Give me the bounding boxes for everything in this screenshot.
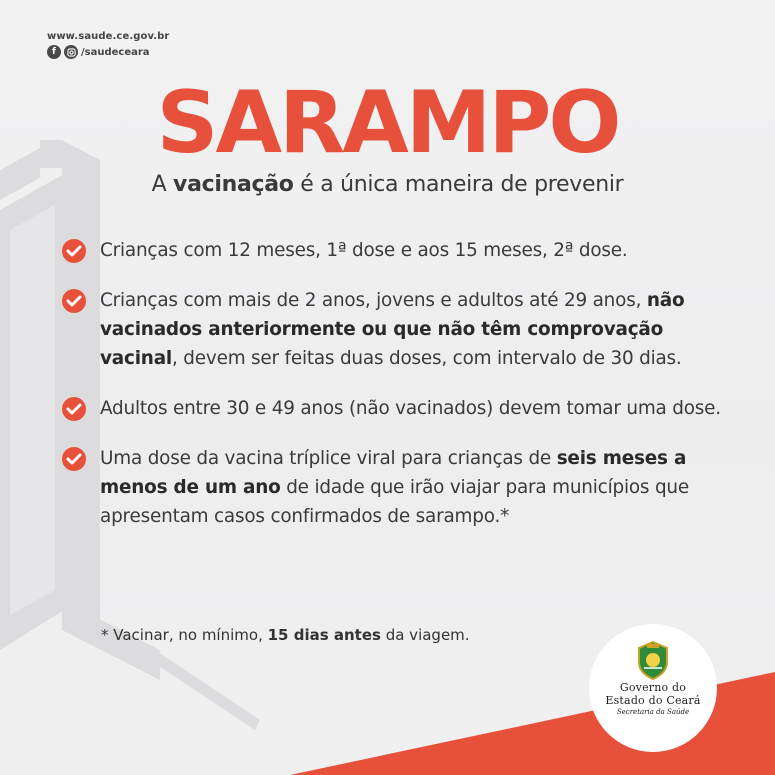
instagram-icon[interactable] [64, 45, 78, 59]
note-part1: * Vacinar, no mínimo, [101, 626, 268, 644]
government-logo [589, 681, 717, 716]
page-subtitle [0, 172, 775, 197]
subtitle-part2: é a única maneira de prevenir [293, 172, 624, 197]
state-seal-icon [635, 640, 671, 680]
item-segment: , devem ser feitas duas doses, com intervalo de 30 dias. [172, 348, 682, 369]
item-segment: Crianças com 12 meses, 1ª dose e aos 15 meses, 2ª dose. [100, 240, 628, 261]
item-segment: Crianças com mais de 2 anos, jovens e adultos até 29 anos, [100, 290, 647, 311]
item-segment-bold: seis meses a menos de um ano [100, 448, 687, 498]
list-item [62, 286, 732, 373]
list-item [62, 236, 732, 265]
logo-line1: Governo do [619, 681, 687, 694]
list-item-text [100, 236, 628, 265]
subtitle-bold: vacinação [173, 172, 294, 197]
item-segment: Adultos entre 30 e 49 anos (não vacinados) devem tomar uma dose. [100, 398, 721, 419]
item-segment: Uma dose da vacina tríplice viral para crianças de [100, 448, 557, 469]
note-bold: 15 dias antes [267, 626, 381, 644]
facebook-icon[interactable]: f [47, 45, 61, 59]
checkmark-icon [62, 289, 86, 313]
page-title: SARAMPO [156, 73, 619, 173]
checkmark-icon [62, 239, 86, 263]
social-links [47, 31, 169, 59]
checkmark-icon [62, 447, 86, 471]
logo-line2: Estado do Ceará [605, 694, 701, 707]
website-link[interactable]: www.saude.ce.gov.br [47, 31, 170, 42]
note-part2: da viagem. [380, 626, 470, 644]
recommendation-list [62, 236, 732, 552]
list-item-text [100, 394, 721, 423]
list-item-text [100, 286, 732, 373]
checkmark-icon [62, 397, 86, 421]
logo-line3: Secretaria da Saúde [616, 708, 690, 716]
social-handle[interactable]: /saudeceara [81, 46, 150, 58]
footnote [101, 626, 470, 644]
item-segment: de idade que irão viajar para municípios que apresentam casos confirmados de sarampo.* [100, 477, 689, 527]
item-segment-bold: não vacinados anteriormente ou que não têm comprovação vacinal [100, 290, 685, 369]
list-item [62, 394, 732, 423]
list-item-text [100, 444, 732, 531]
list-item [62, 444, 732, 531]
subtitle-part1: A [151, 172, 174, 197]
